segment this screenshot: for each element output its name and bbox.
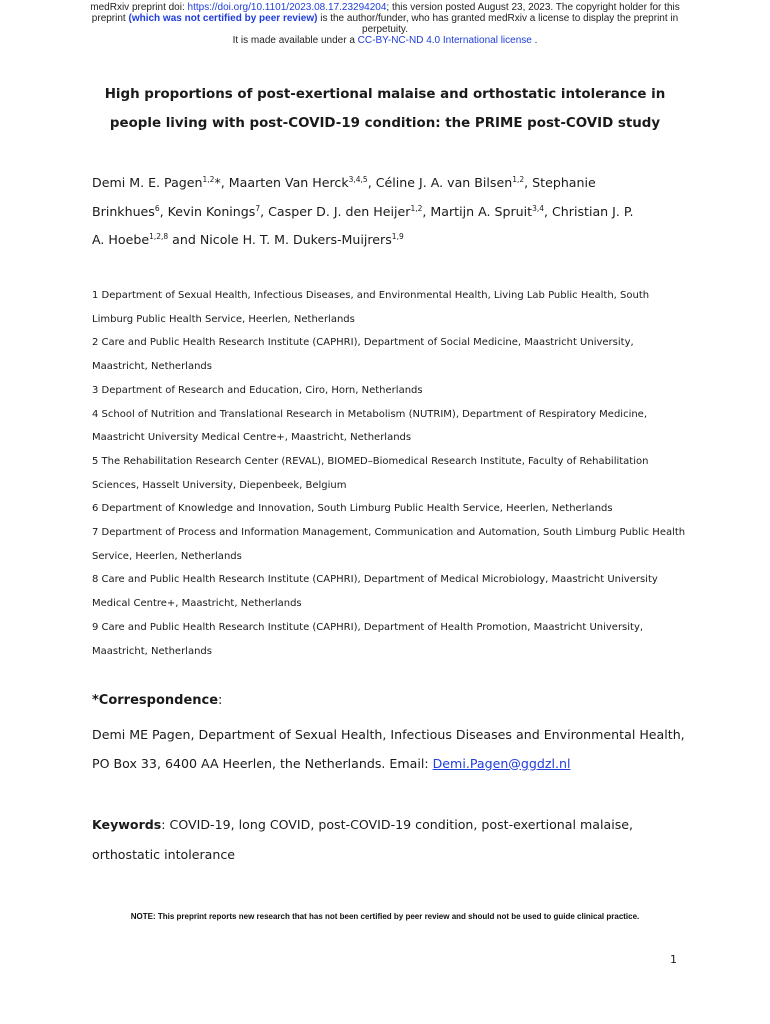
affiliation-item: 2 Care and Public Health Research Institute (CAPHRI), Department of Social Medicine, Maastricht University, Maastricht, Netherlands [92,337,634,373]
license-link[interactable]: CC-BY-NC-ND 4.0 International license [357,35,532,46]
affiliation-item: 5 The Rehabilitation Research Center (REVAL), BIOMED–Biomedical Research Institute, Faculty of Rehabilitation Sciences, Hasselt University, Diepenbeek, Belgium [92,455,649,491]
affiliation-item: 6 Department of Knowledge and Innovation, South Limburg Public Health Service, Heerlen, Netherlands [92,503,613,515]
affiliation-item: 7 Department of Process and Information Management, Communication and Automation, South Limburg Public Health Service, Heerlen, Netherlands [92,527,686,562]
page-number: 1 [670,953,677,966]
author-line-3: A. Hoebe$^{1,2,8}$ and Nicole H. T. M. Dukers-Muijrers$^{1,9}$ [92,231,404,247]
medrxiv-header [0,2,770,46]
keywords-text: : COVID-19, long COVID, post-COVID-19 condition, post-exertional malaise, orthostatic intolerance [92,817,634,862]
paper-title-line-2: people living with post-COVID-19 condition: the PRIME post-COVID study [109,116,661,131]
header-line-2: preprint (which was not certified by peer review) is the author/funder, who has granted medRxiv a license to display the preprint in [91,13,679,24]
paper-title-line-1: High proportions of post-exertional malaise and orthostatic intolerance in [104,87,666,102]
author-line-1: Demi M. E. Pagen$^{1,2}$*, Maarten Van Herck$^{3,4,5}$, Céline J. A. van Bilsen$^{1,2}$, Stephanie [92,174,596,190]
affiliation-item: 8 Care and Public Health Research Institute (CAPHRI), Department of Medical Microbiology, Maastricht University Medical Centre+, Maastricht, Netherlands [92,574,658,610]
doi-link[interactable]: https://doi.org/10.1101/2023.08.17.23294204 [187,2,387,13]
keywords [92,810,692,870]
affiliations [92,284,692,663]
peer-review-notice: (which was not certified by peer review) [128,13,318,24]
author-line-2: Brinkhues$^6$, Kevin Konings$^7$, Casper D. J. den Heijer$^{1,2}$, Martijn A. Spruit$^{3,4}$, Christian J. P. [92,203,634,219]
affiliation-item: 4 School of Nutrition and Translational Research in Metabolism (NUTRIM), Department of Respiratory Medicine, Maastricht University Medical Centre+, Maastricht, Netherlands [92,408,648,444]
header-line-4: It is made available under a CC-BY-NC-ND 4.0 International license . [232,35,538,46]
header-line-1: medRxiv preprint doi: https://doi.org/10.1101/2023.08.17.23294204; this version posted August 23, 2023. The copyright holder for this [90,2,680,13]
header-line-3: perpetuity. [362,24,408,35]
keywords-label: Keywords [92,817,162,832]
correspondence-heading: *Correspondence: [92,693,223,708]
affiliation-item: 1 Department of Sexual Health, Infectious Diseases, and Environmental Health, Living Lab Public Health, South Limburg Public Health Service, Heerlen, Netherlands [92,290,650,325]
preprint-note: NOTE: This preprint reports new research that has not been certified by peer review and should not be used to guide clinical practice. [130,912,640,921]
affiliation-item: 3 Department of Research and Education, Ciro, Horn, Netherlands [92,384,423,396]
correspondence-body: Demi ME Pagen, Department of Sexual Health, Infectious Diseases and Environmental Health, PO Box 33, 6400 AA Heerlen, the Netherlands. Email: Demi.Pagen@ggdzl.nl [92,727,685,771]
affiliation-item: 9 Care and Public Health Research Institute (CAPHRI), Department of Health Promotion, Maastricht University, Maastricht, Netherlands [92,621,644,657]
author-list [92,169,692,255]
email-link[interactable]: Demi.Pagen@ggdzl.nl [432,755,571,771]
